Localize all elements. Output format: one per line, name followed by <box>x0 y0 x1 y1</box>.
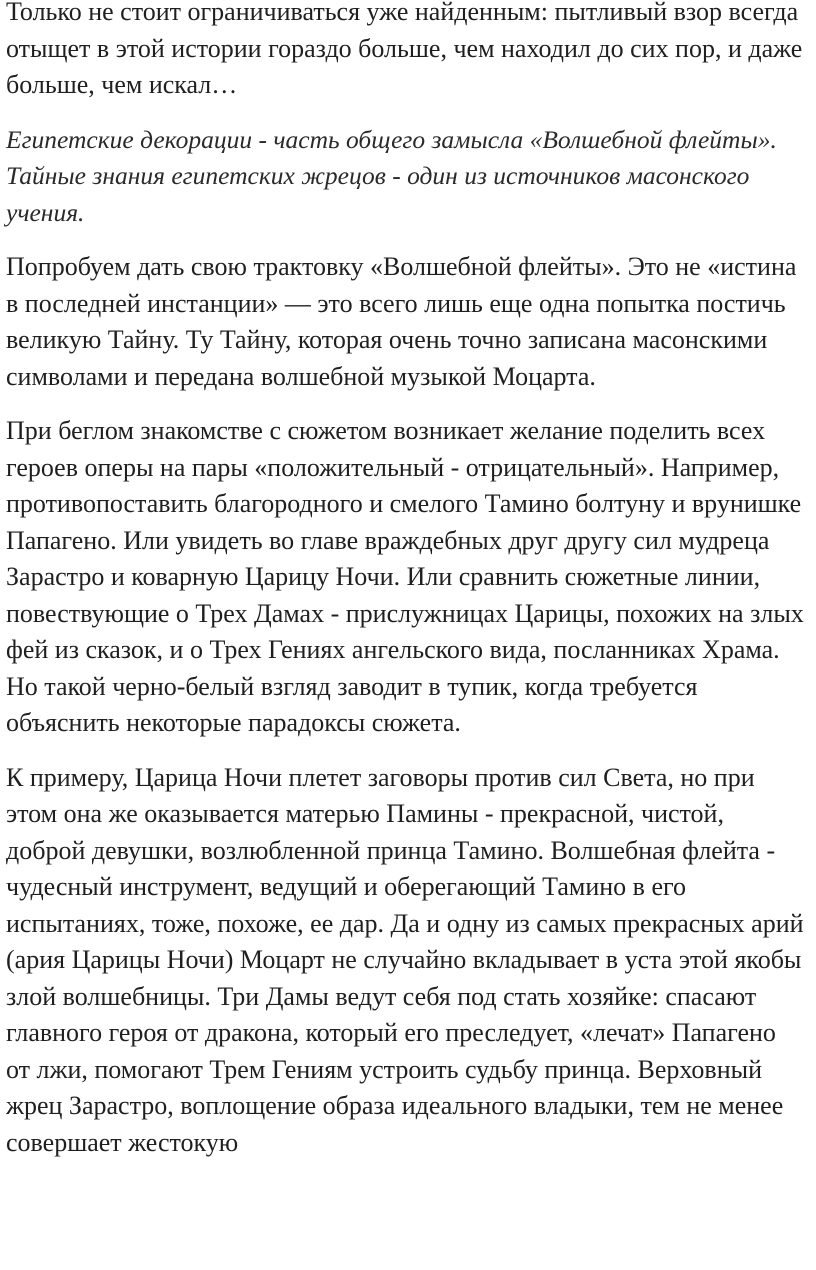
paragraph-intro: Только не стоит ограничиваться уже найденным: пытливый взор всегда отыщет в этой истории гораздо больше, чем находил до сих пор, и даже больше, чем искал… <box>6 0 803 99</box>
paragraph-plot-overview: При беглом знакомстве с сюжетом возникает желание поделить всех героев оперы на пары «положительный - отрицательный». Например, противопоставить благородного и смелого Тамино болтуну и врунишке Папагено. Или увидеть во главе враждебных друг другу сил мудреца Зарастро и коварную Царицу Ночи. Или сравнить сюжетные линии, повествующие о Трех Дамах - прислужницах Царицы, похожих на злых фей из сказок, и о Трех Гениях ангельского вида, посланниках Храма. Но такой черно-белый взгляд заводит в тупик, когда требуется объяснить некоторые парадоксы сюжета. <box>6 416 804 737</box>
paragraph-paradoxes: К примеру, Царица Ночи плетет заговоры против сил Света, но при этом она же оказывается матерью Памины - прекрасной, чистой, доброй девушки, возлюбленной принца Тамино. Волшебная флейта - чудесный инструмент, ведущий и оберегающий Тамино в его испытаниях, тоже, похоже, ее дар. Да и одну из самых прекрасных арий (ария Царицы Ночи) Моцарт не случайно вкладывает в уста этой якобы злой волшебницы. Три Дамы ведут себя под стать хозяйке: спасают главного героя от дракона, который его преследует, «лечат» Папагено от лжи, помогают Трем Гениям устроить судьбу принца. Верховный жрец Зарастро, воплощение образа идеального владыки, тем не менее совершает жестокую <box>6 762 804 1157</box>
paragraph-interpretation: Попробуем дать свою трактовку «Волшебной флейты». Это не «истина в последней инстанции» — это всего лишь еще одна попытка постичь великую Тайну. Ту Тайну, которая очень точно записана масонскими символами и передана волшебной музыкой Моцарта. <box>6 252 797 391</box>
paragraph-egyptian-decorations: Египетские декорации - часть общего замысла «Волшебной флейты». Тайные знания египетских жрецов - один из источников масонского учения. <box>6 124 777 227</box>
